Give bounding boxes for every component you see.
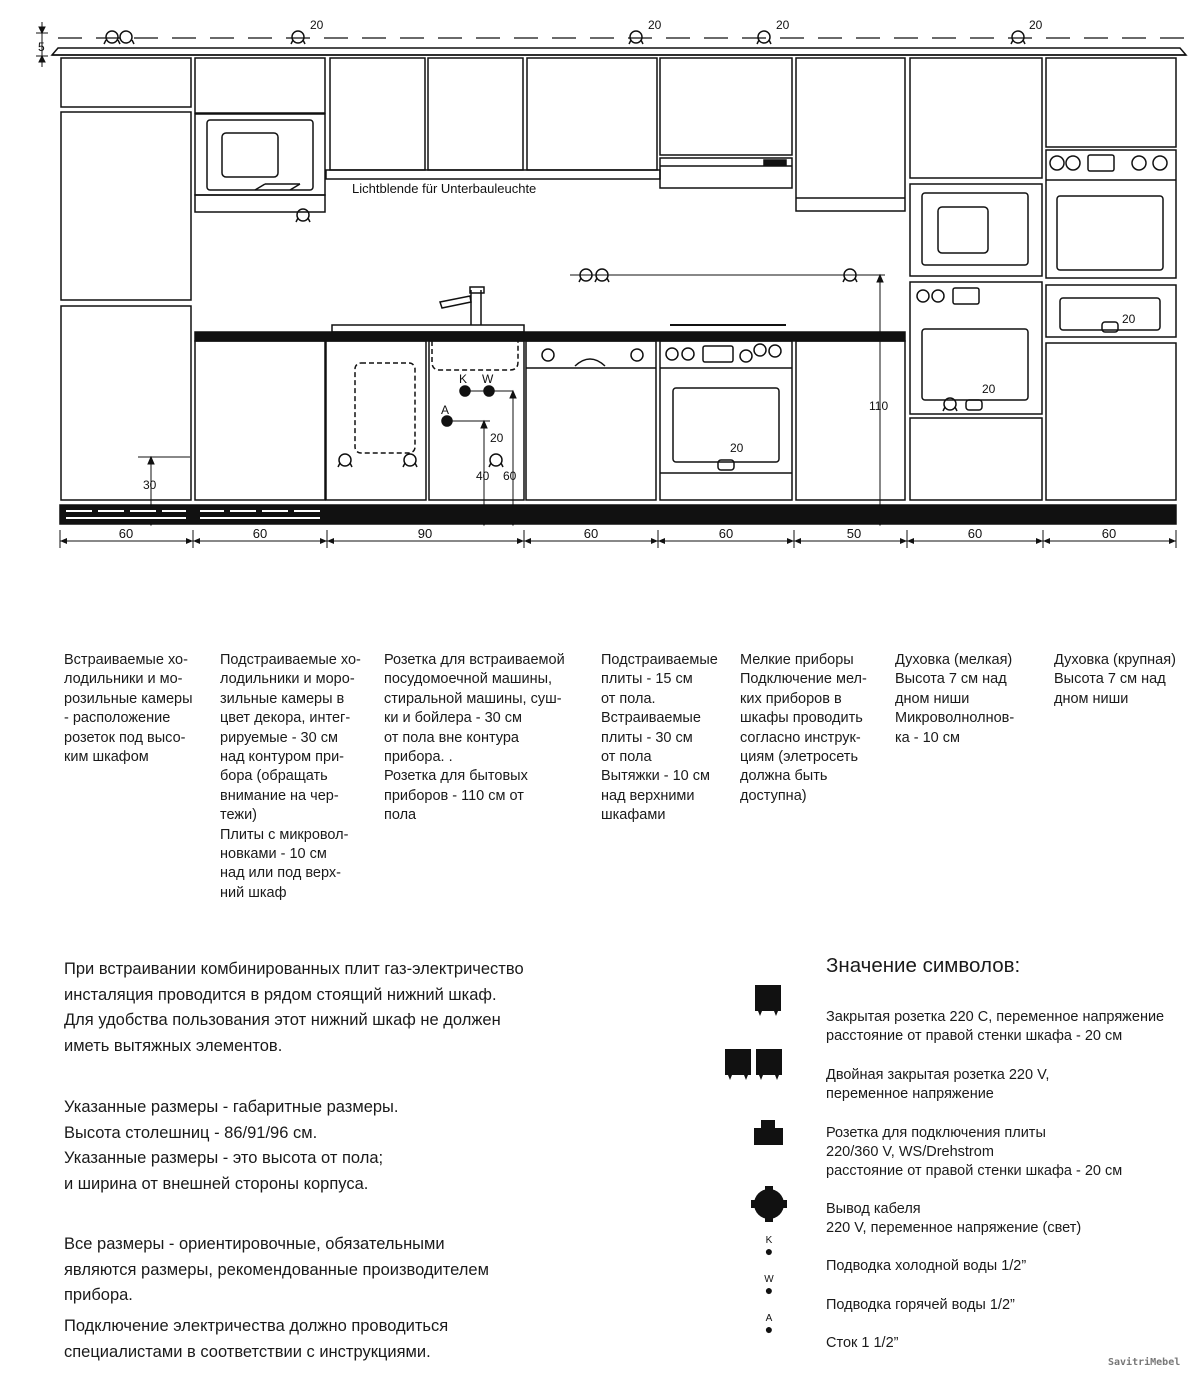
siphon-outline	[432, 341, 518, 370]
tall-fridge-cabinet	[61, 58, 191, 500]
legend-item-hot-water: Подводка горячей воды 1/2”	[826, 1297, 1015, 1313]
width-label: 60	[1101, 526, 1117, 541]
outlet-distance-label: 20	[648, 18, 662, 32]
note-combined-stove: При встраивании комбинированных плит газ-электричество инсталяция проводится в рядом стоящий нижний шкаф. Для удобства пользования этот нижний шкаф не должен иметь вытяжных элементов.	[64, 960, 524, 1055]
column-note-sink: Розетка для встраиваемой посудомоечной машины, стиральной машины, суш- ки и бойлера - 30 см от пола вне контура прибора. . Розетка для бытовых приборов - 110 см от пола	[384, 652, 565, 824]
width-dimension-line	[60, 530, 1176, 548]
column-note-small-oven: Духовка (мелкая) Высота 7 см над дном ниши Микроволнолнов- ка - 10 см	[895, 652, 1015, 746]
tall-oven-cabinet-small	[910, 58, 1042, 500]
extractor-hood	[660, 58, 792, 188]
base-cabinet	[796, 341, 905, 500]
width-label: 60	[583, 526, 599, 541]
stove-socket-icon	[752, 1118, 786, 1148]
legend-item-single-socket: Закрытая розетка 220 C, переменное напряжение расстояние от правой стенки шкафа - 20 см	[826, 1009, 1165, 1044]
crown-moulding	[52, 48, 1186, 55]
wall-cabinets	[326, 58, 660, 179]
watermark: SavitriMebel	[1108, 1357, 1181, 1368]
hot-water-icon: W ●	[764, 1274, 774, 1298]
top-gap-label: 5	[38, 40, 45, 54]
cold-water-icon: K ●	[764, 1235, 774, 1259]
big-oven-outlet-label: 20	[1122, 312, 1136, 326]
cold-water-letter: K	[459, 372, 468, 386]
single-socket-icon	[752, 983, 784, 1019]
hot-water-letter: W	[482, 372, 494, 386]
legend-item-double-socket: Двойная закрытая розетка 220 V, переменное напряжение	[826, 1067, 1050, 1102]
width-label: 60	[118, 526, 134, 541]
hot-water-icon-letter: W	[764, 1274, 774, 1285]
sink-bowl-outline	[355, 363, 415, 453]
drain-icon-letter: A	[765, 1313, 773, 1324]
legend-item-drain: Сток 1 1/2”	[826, 1335, 899, 1351]
drain-letter: A	[441, 403, 450, 417]
outlet-height-label: 110	[869, 399, 889, 413]
light-panel-label: Lichtblende für Unterbauleuchte	[352, 181, 537, 196]
water-height-label: 60	[503, 469, 517, 483]
width-label: 60	[967, 526, 983, 541]
outlet-distance-label: 20	[310, 18, 324, 32]
width-label: 60	[252, 526, 268, 541]
note-dimensions: Указанные размеры - габаритные размеры. Высота столешниц - 86/91/96 см. Указанные размеры - это высота от пола; и ширина от внешней стороны корпуса.	[64, 1098, 399, 1193]
sink-outlet-icon	[338, 454, 503, 467]
column-note-fridge-integrated: Подстраиваемые хо- лодильники и моро- зильные камеры в цвет декора, интег- рируемые - 30 см над контуром при- бора (обращать внимание на чер- тежи) Плиты с микровол- новками - 10 см над или под верх- ний шкаф	[220, 652, 361, 901]
legend-item-cable-outlet: Вывод кабеля 220 V, переменное напряжение (свет)	[826, 1201, 1082, 1236]
sink-base-left	[326, 341, 426, 500]
built-in-oven	[660, 341, 792, 500]
plinth	[60, 505, 1176, 524]
width-label: 60	[718, 526, 734, 541]
column-note-large-oven: Духовка (крупная) Высота 7 см над дном ниши	[1054, 652, 1176, 707]
countertop-outlets	[570, 269, 885, 282]
cold-water-icon-letter: K	[765, 1235, 773, 1246]
outlet-distance-label: 20	[776, 18, 790, 32]
stove-outlet-label: 20	[730, 441, 744, 455]
legend-title: Значение символов:	[826, 954, 1021, 977]
drain-icon: A ●	[764, 1313, 774, 1337]
column-note-stove: Подстраиваемые плиты - 15 см от пола. Встраиваемые плиты - 30 см от пола Вытяжки - 10 см над верхними шкафами	[601, 652, 718, 824]
note-electrician: Подключение электричества должно проводиться специалистами в соответствии с инструкциями.	[64, 1317, 449, 1361]
kitchen-elevation-drawing	[0, 0, 1199, 560]
countertop	[195, 332, 905, 341]
width-label: 50	[846, 526, 862, 541]
microwave-wall-cabinet	[195, 58, 325, 212]
water-connections	[442, 386, 494, 426]
legend-item-cold-water: Подводка холодной воды 1/2”	[826, 1258, 1027, 1274]
dishwasher	[526, 341, 656, 500]
column-note-small-appliances: Мелкие приборы Подключение мел- ких приборов в шкафы проводить согласно инструк- циям (элетросеть должна быть доступна)	[740, 652, 867, 804]
fridge-outlet-height-label: 30	[143, 478, 157, 492]
wall-outlet-icon	[296, 209, 310, 222]
legend-item-stove-socket: Розетка для подключения плиты 220/360 V, WS/Drehstrom расстояние от правой стенки шкафа - 20 см	[826, 1125, 1123, 1179]
cable-outlet-icon	[749, 1184, 789, 1224]
note-approximate: Все размеры - ориентировочные, обязательными являются размеры, рекомендованные производителем прибора.	[64, 1235, 489, 1304]
outlet-distance-label: 20	[1029, 18, 1043, 32]
drain-height-label: 40	[476, 469, 490, 483]
wall-cabinet	[796, 58, 905, 211]
base-cabinet	[195, 341, 325, 500]
tall-oven-cabinet-large	[1046, 58, 1176, 500]
sink-outlet-height-label: 20	[490, 431, 504, 445]
double-socket-icon	[722, 1047, 786, 1083]
width-label: 90	[417, 526, 433, 541]
sink-faucet	[332, 287, 524, 332]
column-note-fridge: Встраиваемые хо- лодильники и мо- розильные камеры - расположение розеток под высо- ким шкафом	[64, 652, 193, 766]
oven-outlet-label: 20	[982, 382, 996, 396]
